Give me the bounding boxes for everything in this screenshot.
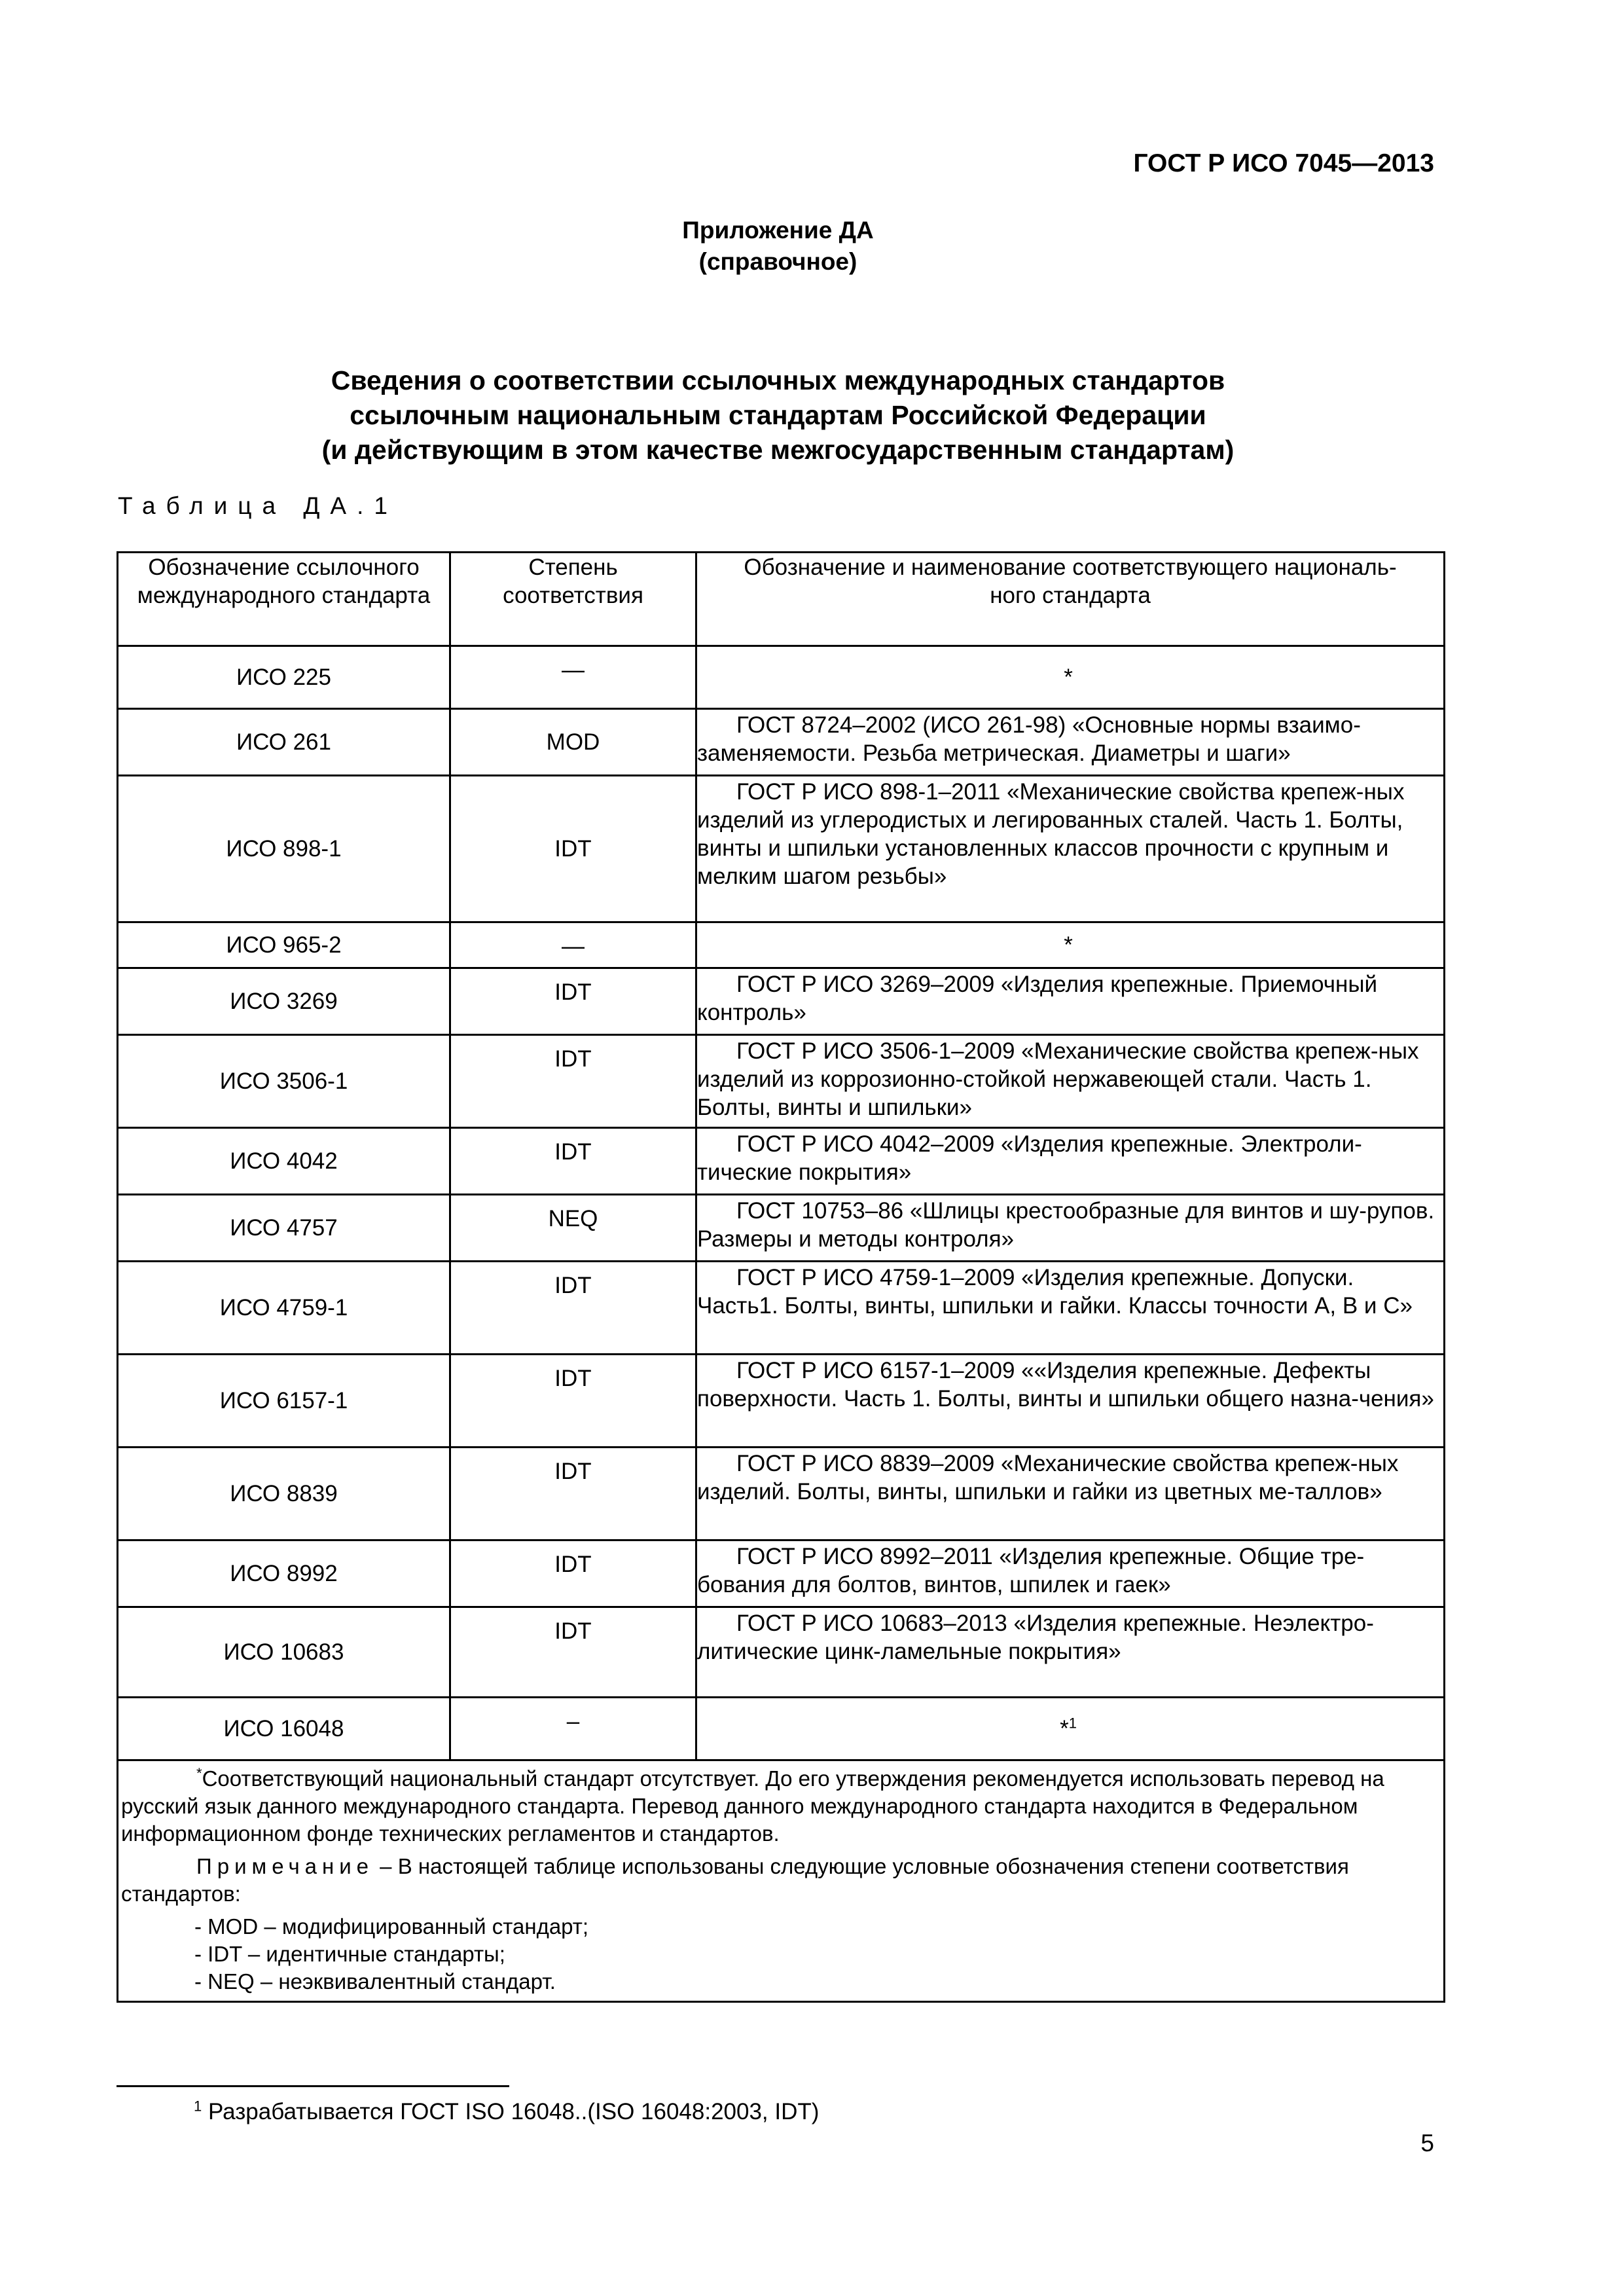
cell-degree: NEQ <box>450 1195 696 1262</box>
cell-standard: ИСО 261 <box>118 709 450 776</box>
header-national: Обозначение и наименование соответствующего националь- ного стандарта <box>696 553 1445 646</box>
table-row <box>118 1262 1445 1355</box>
cell-standard: ИСО 6157-1 <box>118 1355 450 1448</box>
cell-degree: IDT <box>450 968 696 1035</box>
standards-table <box>117 551 1445 2003</box>
main-title-line1: Сведения о соответствии ссылочных международных стандартов <box>331 365 1225 395</box>
table-row <box>118 646 1445 709</box>
cell-standard: ИСО 965-2 <box>118 922 450 968</box>
header-standard: Обозначение ссылочного международного стандарта <box>118 553 450 646</box>
cell-degree: — <box>450 922 696 968</box>
table-row <box>118 1195 1445 1262</box>
table-row <box>118 776 1445 922</box>
table-row <box>118 1355 1445 1448</box>
cell-degree: IDT <box>450 1355 696 1448</box>
table-footnote-row <box>118 1760 1445 2002</box>
main-title-line2: ссылочным национальным стандартам Российской Федерации <box>350 400 1206 430</box>
national-standard-text: ГОСТ Р ИСО 6157-1–2009 ««Изделия крепежные. Дефекты поверхности. Часть 1. Болты, винты и шпильки общего назна-чения» <box>697 1358 1434 1412</box>
appendix-heading <box>0 215 1556 278</box>
table-row <box>118 968 1445 1035</box>
national-standard-text: * <box>1060 1716 1069 1741</box>
national-standard-text: ГОСТ Р ИСО 4759-1–2009 «Изделия крепежные. Допуски. Часть1. Болты, винты, шпильки и гайки. Классы точности А, В и С» <box>697 1265 1413 1319</box>
note-text: – В настоящей таблице использованы следующие условные обозначения степени соответствия стандартов: <box>121 1854 1349 1906</box>
page-footnote-mark: 1 <box>194 2098 202 2115</box>
footnote-mark: * <box>196 1765 202 1781</box>
cell-degree: — <box>450 646 696 709</box>
legend-item: - NEQ – неэквивалентный стандарт. <box>194 1969 556 1994</box>
national-standard-text: ГОСТ Р ИСО 3269–2009 «Изделия крепежные. Приемочный контроль» <box>697 972 1378 1025</box>
note-label: Примечание <box>196 1854 374 1878</box>
table-row <box>118 1448 1445 1540</box>
cell-national <box>696 1540 1445 1607</box>
table-header-row <box>118 553 1445 646</box>
cell-national <box>696 1448 1445 1540</box>
cell-degree: IDT <box>450 1262 696 1355</box>
cell-national <box>696 1035 1445 1128</box>
cell-standard: ИСО 8839 <box>118 1448 450 1540</box>
table-caption: Таблица ДА.1 <box>118 492 398 519</box>
cell-degree: IDT <box>450 1607 696 1698</box>
cell-national <box>696 1195 1445 1262</box>
cell-standard: ИСО 3269 <box>118 968 450 1035</box>
cell-degree: IDT <box>450 1128 696 1195</box>
table-row <box>118 1607 1445 1698</box>
cell-degree: IDT <box>450 1448 696 1540</box>
national-standard-text: ГОСТ Р ИСО 10683–2013 «Изделия крепежные. Неэлектро-литические цинк-ламельные покрытия» <box>697 1611 1374 1664</box>
national-standard-text: ГОСТ Р ИСО 3506-1–2009 «Механические свойства крепеж-ных изделий из коррозионно-стойкой нержавеющей стали. Часть 1. Болты, винты и шпильки» <box>697 1038 1419 1120</box>
national-standard-text: ГОСТ Р ИСО 4042–2009 «Изделия крепежные. Электроли-тические покрытия» <box>697 1131 1362 1185</box>
cell-national <box>696 922 1445 968</box>
cell-national <box>696 776 1445 922</box>
main-title-line3: (и действующим в этом качестве межгосударственным стандартам) <box>321 435 1235 465</box>
cell-standard: ИСО 3506-1 <box>118 1035 450 1128</box>
cell-degree: MOD <box>450 709 696 776</box>
cell-national <box>696 1698 1445 1760</box>
main-title <box>0 363 1556 467</box>
national-standard-text: ГОСТ Р ИСО 898-1–2011 «Механические свойства крепеж-ных изделий из углеродистых и легированных сталей. Часть 1. Болты, винты и шпильки установленных классов прочности с крупным и мелким шагом резьбы» <box>697 779 1405 889</box>
national-standard-text: ГОСТ Р ИСО 8992–2011 «Изделия крепежные. Общие тре-бования для болтов, винтов, шпилек и гаек» <box>697 1544 1365 1597</box>
cell-national <box>696 1128 1445 1195</box>
cell-standard: ИСО 8992 <box>118 1540 450 1607</box>
table-row <box>118 1698 1445 1760</box>
national-standard-text: ГОСТ Р ИСО 8839–2009 «Механические свойства крепеж-ных изделий. Болты, винты, шпильки и гайки из цветных ме-таллов» <box>697 1451 1399 1504</box>
cell-national <box>696 1607 1445 1698</box>
page-number: 5 <box>1420 2130 1434 2157</box>
cell-national <box>696 646 1445 709</box>
cell-national <box>696 1355 1445 1448</box>
page-footnote-text: Разрабатывается ГОСТ ISO 16048..(ISO 16048:2003, IDT) <box>208 2099 820 2124</box>
cell-standard: ИСО 898-1 <box>118 776 450 922</box>
national-standard-text: * <box>1064 932 1073 958</box>
cell-degree: IDT <box>450 1035 696 1128</box>
national-standard-text: ГОСТ 8724–2002 (ИСО 261-98) «Основные нормы взаимо-заменяемости. Резьба метрическая. Диаметры и шаги» <box>697 712 1361 766</box>
cell-standard: ИСО 4759-1 <box>118 1262 450 1355</box>
cell-standard: ИСО 225 <box>118 646 450 709</box>
cell-national <box>696 709 1445 776</box>
legend-item: - MOD – модифицированный стандарт; <box>194 1914 589 1939</box>
cell-standard: ИСО 10683 <box>118 1607 450 1698</box>
table-row <box>118 1540 1445 1607</box>
table-row <box>118 1035 1445 1128</box>
table-row <box>118 1128 1445 1195</box>
legend-item: - IDT – идентичные стандарты; <box>194 1942 505 1966</box>
appendix-subtitle: (справочное) <box>698 248 857 275</box>
cell-standard: ИСО 4757 <box>118 1195 450 1262</box>
table-footnote-cell <box>118 1760 1445 2002</box>
cell-degree: – <box>450 1698 696 1760</box>
footnote-separator <box>117 2085 509 2087</box>
cell-standard: ИСО 4042 <box>118 1128 450 1195</box>
national-standard-text: ГОСТ 10753–86 «Шлицы крестообразные для винтов и шу-рупов. Размеры и методы контроля» <box>697 1198 1435 1252</box>
header-degree: Степень соответствия <box>450 553 696 646</box>
cell-standard: ИСО 16048 <box>118 1698 450 1760</box>
document-code: ГОСТ Р ИСО 7045—2013 <box>1133 149 1434 177</box>
footnote-text: Соответствующий национальный стандарт отсутствует. До его утверждения рекомендуется использовать перевод на русский язык данного международного стандарта. Перевод данного международного стандарта находится в Федеральном информационном фонде технических регламентов и стандартов. <box>121 1766 1384 1846</box>
cell-degree: IDT <box>450 1540 696 1607</box>
table-row <box>118 709 1445 776</box>
cell-degree: IDT <box>450 776 696 922</box>
cell-national <box>696 1262 1445 1355</box>
table-row <box>118 922 1445 968</box>
appendix-title: Приложение ДА <box>682 217 874 244</box>
footnote-ref: 1 <box>1068 1715 1077 1732</box>
page-footnote <box>194 2099 819 2125</box>
cell-national <box>696 968 1445 1035</box>
national-standard-text: * <box>1064 665 1073 690</box>
